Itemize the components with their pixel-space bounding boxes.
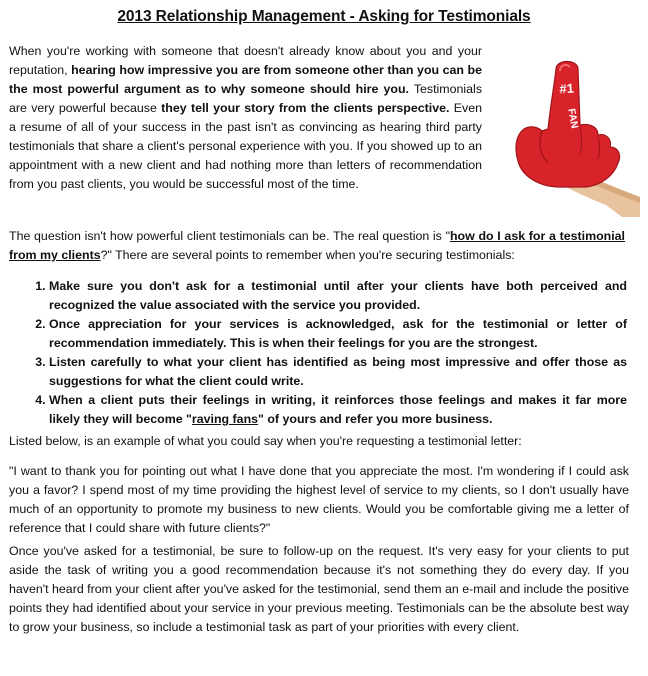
- foam-finger-text-side: FAN: [565, 107, 580, 130]
- point-4-text-2: " of yours and refer you more business.: [258, 412, 493, 426]
- example-quote: "I want to thank you for pointing out what I have done that you appreciate the most. I'm wondering if I could ask you a favor? I spend most of my time providing the highest level of service to my clients, so I don't usually have much of an opportunity to promote my business to new clients. Would you be comfortable giving me a letter of reference that I could share with future clients?": [9, 464, 629, 535]
- question-paragraph: [9, 227, 625, 265]
- intro-text-1: When you're working with someone that doesn't already know about you and your reputation,: [9, 44, 482, 77]
- foam-finger-icon: [494, 47, 640, 217]
- example-lead: Listed below, is an example of what you could say when you're requesting a testimonial letter:: [9, 434, 522, 448]
- question-text-2: ?" There are several points to remember when you're securing testimonials:: [100, 248, 515, 262]
- question-text-1: The question isn't how powerful client testimonials can be. The real question is ": [9, 229, 450, 243]
- closing-paragraph: Once you've asked for a testimonial, be sure to follow-up on the request. It's very easy for your clients to put aside the task of writing you a good recommendation because it's not something they do every day. If you haven't heard from your client after you've asked for the testimonial, send them an e-mail and include the positive points they had identified about your service in your previous meeting. Testimonials can be the absolute best way to grow your business, so include a testimonial task as part of your priorities with every client.: [9, 544, 629, 634]
- list-item: 1. Make sure you don't ask for a testimonial until after your clients have both perceived and recognized the value associated with the service you provided.: [49, 277, 627, 315]
- intro-bold-1: hearing how impressive you are from someone other than you can be the most powerful argument as to why someone should hire you.: [9, 63, 482, 96]
- intro-text-3: Even a resume of all of your success in the past isn't as convincing as hearing third party testimonials that share a client's personal experience with you. If you showed up to an appointment with a new client and had nothing more than letters of recommendation from you past clients, you would be successful most of the time.: [9, 101, 482, 191]
- list-item: 2. Once appreciation for your services is acknowledged, ask for the testimonial or letter of recommendation immediately. This is when their feelings for you are the strongest.: [49, 315, 627, 353]
- question-link: how do I ask for a testimonial from my clients: [9, 229, 625, 262]
- list-item: [49, 391, 627, 429]
- foam-finger-text-top: #1: [558, 80, 575, 97]
- list-item: 3. Listen carefully to what your client has identified as being most impressive and offer those as suggestions for what the client could write.: [49, 353, 627, 391]
- point-4-text-1: When a client puts their feelings in writing, it reinforces those feelings and makes it far more likely they will become ": [49, 393, 627, 426]
- testimonial-points-list: [9, 277, 627, 429]
- intro-bold-2: they tell your story from the clients perspective.: [161, 101, 450, 115]
- intro-text-2: Testimonials are very powerful because: [9, 82, 483, 115]
- raving-fans-link: raving fans: [191, 412, 259, 426]
- page-title: 2013 Relationship Management - Asking for Testimonials: [117, 8, 531, 25]
- intro-paragraph: [9, 42, 482, 194]
